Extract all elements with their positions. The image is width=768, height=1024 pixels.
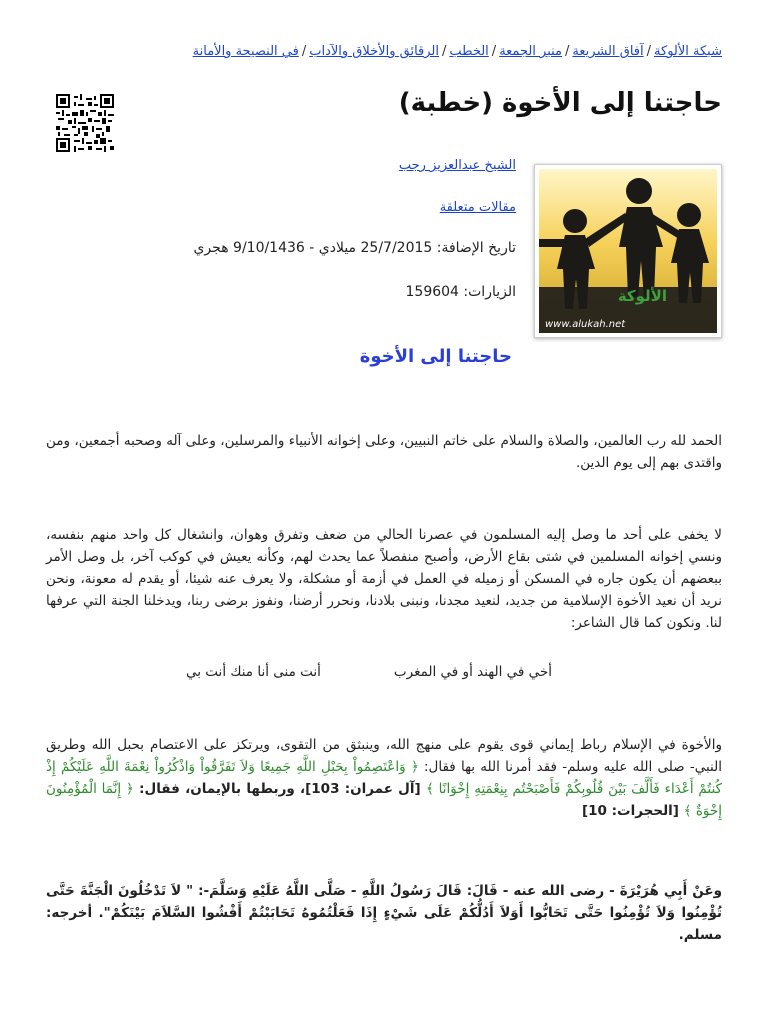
poem-verse xyxy=(186,664,552,680)
people-holding-hands-icon xyxy=(539,169,717,333)
quran-verse: ﴿ وَاعْتَصِمُواْ بِحَبْلِ اللَّهِ جَمِيعًا وَلاَ تَفَرَّقُواْ وَاذْكُرُواْ نِعْمَةَ اللَّهِ عَلَيْكُمْ إِذْ كُنتُمْ أَعْدَاء فَأَلَّفَ بَيْنَ قُلُوبِكُمْ فَأَصْبَحْتُم بِنِعْمَتِهِ إِخْوَانًا ﴾ xyxy=(46,759,722,797)
breadcrumb-separator: / xyxy=(442,44,447,59)
visits-value: 159604 xyxy=(405,284,459,300)
breadcrumb-link-sermons[interactable]: الخطب xyxy=(449,44,489,59)
quran-verse: ﴿ إِنَّمَا الْمُؤْمِنُونَ إِخْوَةٌ ﴾ xyxy=(46,781,722,819)
page-title: حاجتنا إلى الأخوة (خطبة) xyxy=(398,88,722,118)
visits-count xyxy=(406,284,517,300)
poem-second-half: أنت منى أنا منك أنت بي xyxy=(186,664,321,680)
author-link[interactable]: الشيخ عبدالعزيز رجب xyxy=(398,158,516,173)
article-thumbnail xyxy=(534,164,722,338)
related-articles-link[interactable]: مقالات متعلقة xyxy=(439,200,516,215)
visits-label: الزيارات: xyxy=(463,284,516,300)
breadcrumb-separator: / xyxy=(565,44,570,59)
paragraph-text: ، وربطها بالإيمان، فقال: xyxy=(133,781,306,797)
alukah-logo: الألوكة xyxy=(617,287,667,305)
breadcrumb-link-manners[interactable]: الرقائق والأخلاق والآداب xyxy=(309,44,439,59)
date-value: 25/7/2015 ميلادي - 9/10/1436 هجري xyxy=(193,240,433,256)
breadcrumb xyxy=(46,42,722,62)
verse-reference: [آل عمران: 103] xyxy=(305,781,426,797)
paragraph-body: لا يخفى على أحد ما وصل إليه المسلمون في عصرنا الحالي من ضعف وتفرق وهوان، وانشغال كل واحد منهم بنفسه، ونسي إخوانه المسلمين في شتى بقاع الأرض، وأصبح منفصلاً عما يحدث لهم، وكأنه يعيش في كوكب آخر، بل وصل الأمر ببعضهم أن يكون جاره في المسكن أو زميله في العمل في أزمة أو مشكلة، ولا يعرف عنه شيئا، أو يقدم له معونة، ونحن نريد أن نعيد الأخوة الإسلامية من جديد، لنعيد مجدنا، ونبنى بلادنا، ونحرر أرضنا، ونفوز برضى ربنا، ويدخلنا الجنة التي عرفها لنا. ونكون كما قال الشاعر: xyxy=(46,527,722,631)
breadcrumb-link-sharia[interactable]: آفاق الشريعة xyxy=(572,44,644,59)
qr-code-icon xyxy=(56,94,114,152)
thumbnail-caption: www.alukah.net xyxy=(545,319,626,330)
paragraph-text: والأخوة في الإسلام رباط إيماني قوى يقوم على منهج الله، وينبثق من التقوى، ويرتكز على الاعتصام بحبل الله وطريق النبي- صلى الله عليه وسلم- فقد أمرنا الله بها فقال: xyxy=(46,737,722,775)
verse-reference: [الحجرات: 10] xyxy=(581,803,684,819)
date-added xyxy=(193,240,516,256)
breadcrumb-separator: / xyxy=(301,44,307,59)
paragraph-intro: الحمد لله رب العالمين، والصلاة والسلام على خاتم النبيين، وعلى إخوانه الأنبياء والمرسلين، وعلى آله وصحبه أجمعين، ومن واقتدى بهم إلى يوم الدين. xyxy=(46,433,722,471)
poem-first-half: أخي في الهند أو في المغرب xyxy=(393,664,552,680)
paragraph-hadith: وعَنْ أَبِي هُرَيْرَةَ - رضى الله عنه - قَالَ: قَالَ رَسُولُ اللَّهِ - صَلَّى اللَّهُ عَلَيْهِ وَسَلَّمَ-: " لاَ تَدْخُلُونَ الْجَنَّةَ حَتَّى تُؤْمِنُوا وَلاَ تُؤْمِنُوا حَتَّى تَحَابُّوا أَوَلاَ أَدُلُّكُمْ عَلَى شَيْءٍ إِذَا فَعَلْتُمُوهُ تَحَابَبْتُمْ أَفْشُوا السَّلاَمَ بَيْنَكُمْ". أخرجه: مسلم. xyxy=(46,883,722,943)
article-subtitle: حاجتنا إلى الأخوة xyxy=(359,346,512,367)
breadcrumb-link-advice[interactable]: في النصيحة والأمانة xyxy=(192,44,299,59)
breadcrumb-separator: / xyxy=(491,44,497,59)
paragraph-brotherhood xyxy=(46,734,722,822)
breadcrumb-separator: / xyxy=(646,44,652,59)
breadcrumb-link-alukah[interactable]: شبكة الألوكة xyxy=(654,44,722,59)
date-label: تاريخ الإضافة: xyxy=(436,240,516,256)
breadcrumb-link-minbar[interactable]: منبر الجمعة xyxy=(499,44,563,59)
